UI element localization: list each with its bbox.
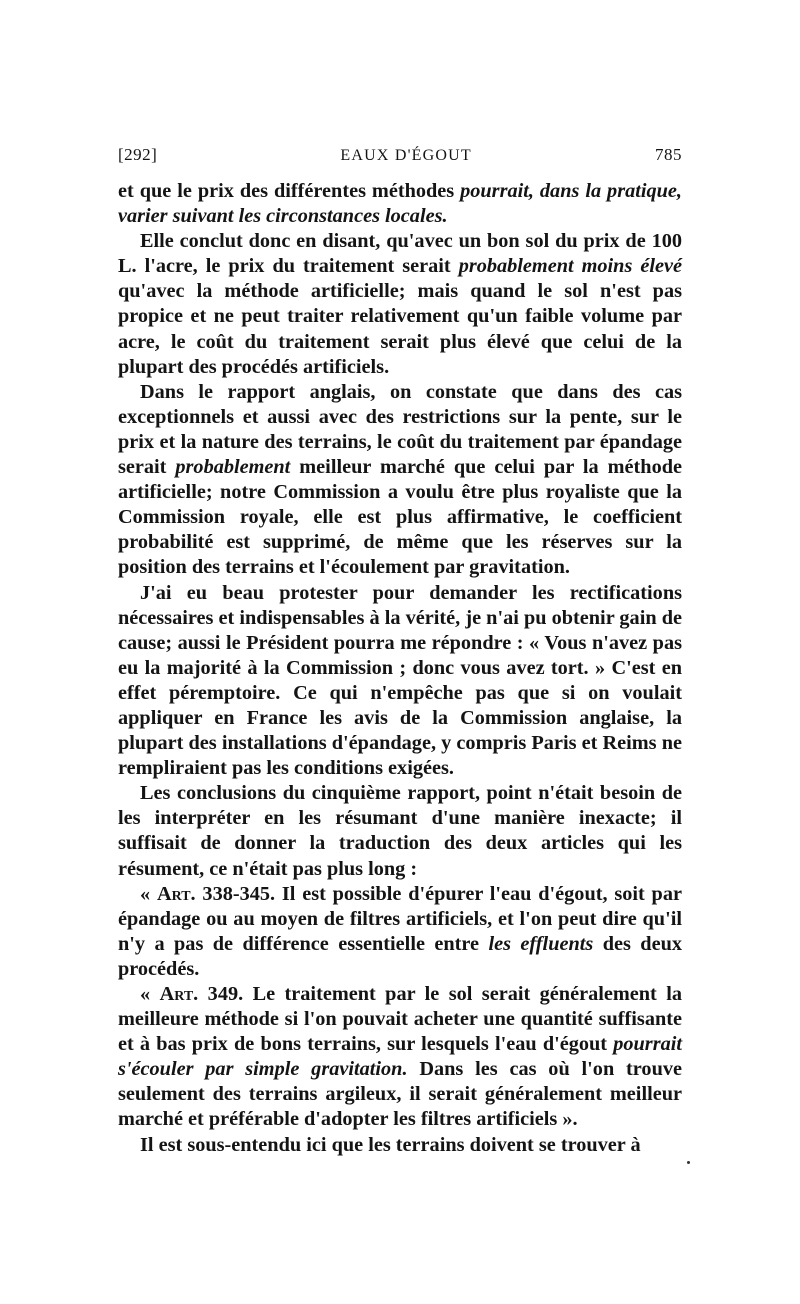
text-run: et que le prix des différentes méthodes	[118, 180, 461, 202]
text-run: «	[140, 983, 160, 1005]
text-run: des deux procédés.	[118, 932, 682, 980]
section-marker: [292]	[118, 145, 158, 164]
text-run: 338-345. Il est possible d'épurer l'eau d'égout, soit par épandage ou au moyen de filtres artificiels, et l'on peut dire qu'il n'y a pas de différence essentielle entre	[118, 882, 682, 955]
small-caps-run: Art.	[156, 882, 196, 905]
book-page	[118, 145, 682, 1158]
body-text	[118, 179, 682, 1158]
paragraph	[118, 781, 682, 881]
paragraph	[118, 882, 682, 982]
text-run: meilleur marché que celui par la méthode artificielle; notre Commission a voulu être plus royaliste que la Commission royale, elle est plus affirmative, le coefficient probabilité est supprimé, de même que les réserves sur la position des terrains et l'écoulement par gravitation.	[118, 456, 682, 579]
text-run: Dans les cas où l'on trouve seulement des terrains argileux, il serait généralement meilleur marché et préférable d'adopter les filtres artificiels ».	[118, 1058, 682, 1131]
paragraph	[118, 1133, 682, 1158]
paragraph	[118, 229, 682, 380]
text-run: «	[140, 882, 157, 905]
italic-run: pourrait s'écouler par simple gravitation.	[118, 1033, 682, 1081]
paragraph	[118, 179, 682, 229]
text-run: 349. Le traitement par le sol serait généralement la meilleure méthode si l'on pouvait acheter une quantité suffisante et à bas prix de bons terrains, sur lesquels l'eau d'égout	[118, 983, 682, 1056]
italic-run: les effluents	[488, 932, 594, 955]
text-run: Elle conclut donc en disant, qu'avec un bon sol du prix de 100 L. l'acre, le prix du traitement serait	[118, 230, 682, 278]
text-run: qu'avec la méthode artificielle; mais quand le sol n'est pas propice et ne peut traiter relativement qu'un faible volume par acre, le coût du traitement serait plus élevé que celui de la plupart des procédés artificiels.	[118, 280, 682, 378]
text-run: Les conclusions du cinquième rapport, point n'était besoin de les interpréter en les résumant d'une manière inexacte; il suffisait de donner la traduction des deux articles qui les résument, ce n'était pas plus long :	[118, 782, 682, 880]
running-header	[118, 145, 682, 175]
paragraph	[118, 581, 682, 782]
italic-run: probablement	[175, 456, 291, 479]
text-run: Dans le rapport anglais, on constate que dans des cas exceptionnels et aussi avec des restrictions sur la pente, sur le prix et la nature des terrains, le coût du traitement par épandage serait	[118, 380, 682, 479]
running-title: EAUX D'ÉGOUT	[340, 147, 472, 164]
text-run: Il est sous-entendu ici que les terrains doivent se trouver à	[140, 1133, 641, 1156]
page-number: 785	[654, 145, 682, 164]
small-caps-run: Art.	[159, 983, 199, 1005]
text-run: J'ai eu beau protester pour demander les rectifications nécessaires et indispensables à la vérité, je n'ai pu obtenir gain de cause; aussi le Président pourra me répondre : « Vous n'avez pas eu la majorité à la Commission ; donc vous avez tort. » C'est en effet péremptoire. Ce qui n'empêche pas que si on voulait appliquer en France les avis de la Commission anglaise, la plupart des installations d'épandage, y compris Paris et Reims ne rempliraient pas les conditions exigées.	[118, 581, 682, 780]
italic-run: pourrait, dans la pratique, varier suivant les circonstances locales.	[118, 180, 682, 228]
paragraph	[118, 380, 682, 581]
ink-speck	[687, 1161, 690, 1164]
italic-run: probablement moins élevé	[458, 255, 682, 278]
paragraph	[118, 982, 682, 1133]
